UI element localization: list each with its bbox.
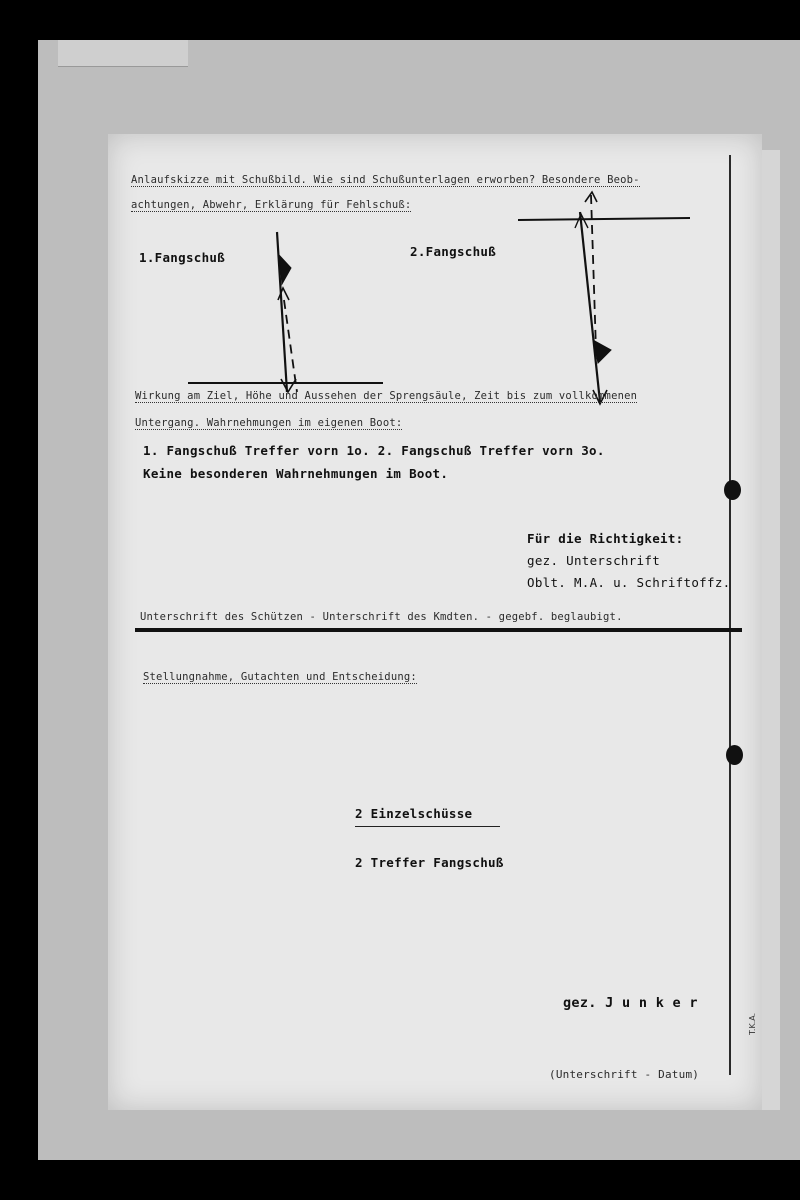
archive-mark: T.K.A. [748, 1012, 757, 1035]
sketch-shot-2 [518, 192, 690, 404]
sketch-shot-1 [188, 232, 383, 392]
report-line2: Keine besonderen Wahrnehmungen im Boot. [143, 466, 449, 481]
decision-underline [355, 826, 500, 827]
sketch-label-2: 2.Fangschuß [410, 244, 497, 259]
target-line-2 [518, 218, 690, 220]
form-header-line1: Anlaufskizze mit Schußbild. Wie sind Schußunterlagen erworben? Besondere Beob- [131, 174, 640, 186]
sketch-label-1: 1.Fangschuß [139, 250, 226, 265]
signature-line-label: Unterschrift des Schützen - Unterschrift des Kmdten. - gegebf. beglaubigt. [140, 611, 623, 623]
certification-line3: Oblt. M.A. u. Schriftoffz. [527, 575, 731, 590]
decision-signature: gez. J u n k e r [563, 995, 698, 1011]
form-section2-line1: Wirkung am Ziel, Höhe und Aussehen der Sprengsäule, Zeit bis zum vollkommenen [135, 390, 638, 402]
torpedo-track-2 [580, 212, 600, 402]
certification-line2: gez. Unterschrift [527, 553, 661, 568]
form-section3-label: Stellungnahme, Gutachten und Entscheidung: [143, 671, 417, 683]
section-divider [135, 628, 742, 632]
form-header-line2: achtungen, Abwehr, Erklärung für Fehlschuß: [131, 199, 412, 211]
footer-signature-date: (Unterschrift - Datum) [549, 1068, 700, 1081]
torpedo-track-1 [277, 232, 287, 392]
report-line1: 1. Fangschuß Treffer vorn 1o. 2. Fangschuß Treffer vorn 3o. [143, 443, 605, 458]
decision-line2: 2 Treffer Fangschuß [355, 855, 504, 870]
form-section2-line2: Untergang. Wahrnehmungen im eigenen Boot: [135, 417, 403, 429]
certification-line1: Für die Richtigkeit: [527, 531, 684, 546]
decision-line1: 2 Einzelschüsse [355, 806, 473, 821]
